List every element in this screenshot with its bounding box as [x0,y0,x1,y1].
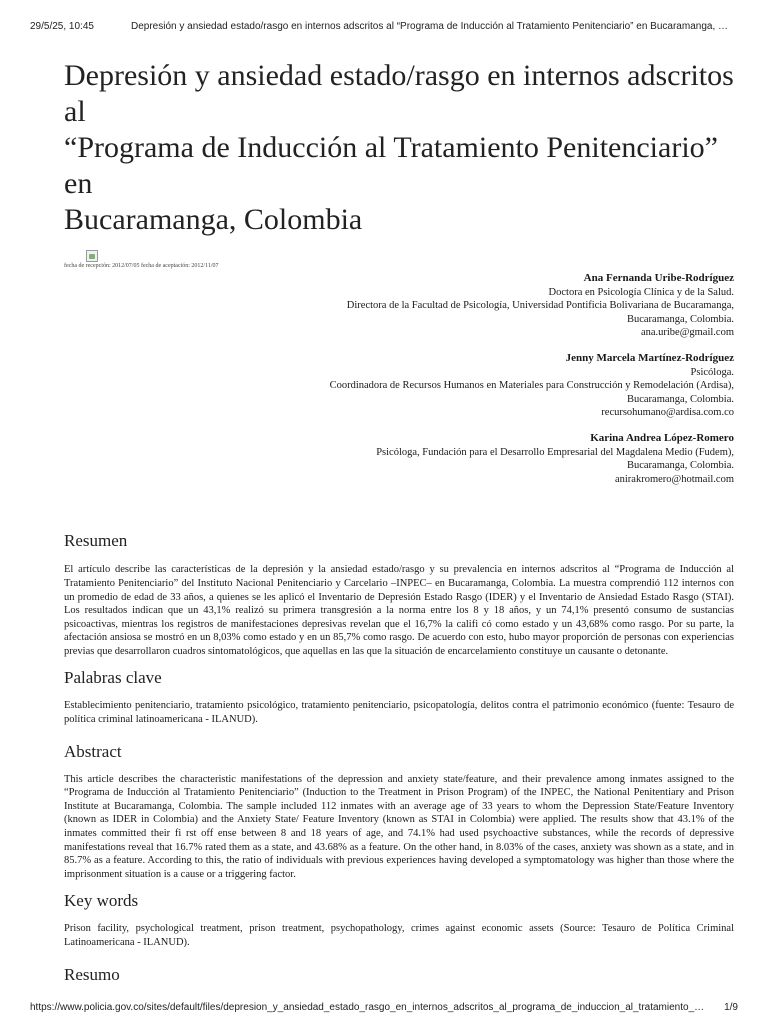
author-affiliation-line: Bucaramanga, Colombia. [626,393,734,405]
section-abstract [64,741,734,882]
section-paragraph: Establecimiento penitenciario, tratamiento psicológico, tratamiento penitenciario, psicopatología, delitos contra el patrimonio económico (fuente: Tesauro de política criminal latinoamericana - ILANUD). [64,700,734,726]
author-3 [64,432,734,486]
reception-dates: fecha de recepción: 2012/07/05 fecha de aceptación: 2012/11/07 [64,263,219,269]
article-content [64,58,734,986]
author-email: ana.uribe@gmail.com [640,327,734,339]
author-affiliation-line: Psicóloga, Fundación para el Desarrollo Empresarial del Magdalena Medio (Fudem), [376,446,734,458]
print-header [0,0,768,40]
author-affiliation-line: Directora de la Facultad de Psicología, Universidad Pontificia Bolivariana de Bucaramanga, [346,300,734,312]
page-number: 1/9 [724,1002,738,1013]
section-paragraph: This article describes the characteristic manifestations of the depression and anxiety state/feature, and their prevalence among inmates assigned to the “Programa de Inducción al Tratamiento Penitenciario” (Induction to the Treatment in Prison Program) of the INPEC, the National Penitentiary and Prison Institute at Bucaramanga, Colombia. The sample included 112 inmates with an average age of 33 years to whom the Depression State/Feature Inventory (known as IDER in Colombia) and the Anxiety State/ Feature Inventory (known as STAI in Colombia) were applied. The results show that 43.1% of the inmates committed their fi rst off ense between 8 and 18 years of age, and 74.1% had used psychoactive substances, while the records of depressive manifestations reveal that 16.7% rated them as a state, and 43.68% as a feature. On the other hand, in 8.03% of the cases, anxiety was shown as a state, and in 85.7% as a feature. According to this, the ratio of individuals with previous experiences having developed a symptomatology was higher than those where the imprisonment situation is a cause or a triggering factor. [64,773,734,880]
author-affiliation-line: Bucaramanga, Colombia. [626,313,734,325]
section-palabras-clave [64,667,734,726]
author-affiliation-line: Psicóloga. [690,366,734,378]
dates-row [64,250,734,272]
section-resumen [64,530,734,658]
section-heading: Palabras clave [64,668,162,688]
section-heading: Key words [64,891,139,911]
print-footer [0,994,768,1024]
author-affiliation-line: Coordinadora de Recursos Humanos en Materiales para Construcción y Remodelación (Ardisa), [329,380,734,392]
section-resumo [64,964,734,986]
author-name: Jenny Marcela Martínez-Rodríguez [565,351,734,364]
article-title-line: Depresión y ansiedad estado/rasgo en internos adscritos al [64,59,734,128]
author-1 [64,272,734,340]
section-paragraph: El artículo describe las características de la depresión y la ansiedad estado/rasgo y su prevalencia en internos adscritos al “Programa de Inducción al Tratamiento Penitenciario” del Instituto Nacional Penitenciario y Carcelario –INPEC– en Bucaramanga, Colombia. La muestra comprendió 112 internos con un promedio de edad de 33 años, a quienes se les aplicó el Inventario de Depresión Estado Rasgo (IDER) y el Inventario de Ansiedad Estado Rasgo (STAI). Los resultados indican que un 43,1% realizó su primera transgresión a la norma entre los 8 y 18 años, y un 74,1% presentó consumo de sustancias psicoactivas, mientras los registros de manifestaciones depresivas revelan que el 16,7% la califi có como estado y un 43,68% como rasgo. Por su parte, la afectación ansiosa se mostró en un 8,03% como estado y en un 85,7% como rasgo. De acuerdo con esto, hubo mayor proporción de personas con experiencias previas que desarrollaron cuadros sintomatológicos, que aquellas en las que la situación de encarcelamiento constituye un causante o detonante. [64,564,734,657]
article-title [64,58,734,238]
author-2 [64,352,734,420]
section-key-words [64,890,734,949]
article-title-line: Bucaramanga, Colombia [64,203,363,236]
authors [64,272,734,486]
section-paragraph: Prison facility, psychological treatment, prison treatment, psychopathology, crimes against economic assets (Source: Tesauro de Política Criminal Latinoamericana - ILANUD). [64,923,734,948]
source-url: https://www.policia.gov.co/sites/default/files/depresion_y_ansiedad_estado_rasgo_en_internos_adscritos_al_programa_de_induccion_al_tratamiento_… [30,1002,705,1013]
section-heading: Abstract [64,741,122,761]
author-email: recursohumano@ardisa.com.co [601,407,734,419]
author-affiliation-line: Doctora en Psicología Clínica y de la Salud. [548,286,734,298]
author-affiliation-line: Bucaramanga, Colombia. [626,460,734,472]
section-heading: Resumen [64,531,128,551]
author-name: Ana Fernanda Uribe-Rodríguez [583,272,734,284]
author-email: anirakromero@hotmail.com [614,473,734,485]
author-name: Karina Andrea López-Romero [590,431,734,444]
article-title-line: “Programa de Inducción al Tratamiento Penitenciario” en [64,131,718,200]
broken-image-icon [86,250,98,262]
section-heading: Resumo [64,964,120,984]
print-document-title: Depresión y ansiedad estado/rasgo en internos adscritos al “Programa de Inducción al Tratamiento Penitenciario” en Bucaramanga, … [131,21,728,32]
print-datetime: 29/5/25, 10:45 [30,21,94,32]
